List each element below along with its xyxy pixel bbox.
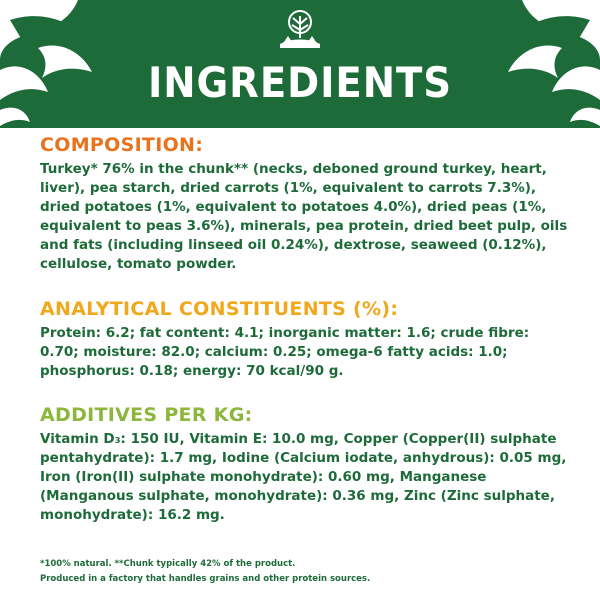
analytical-constituents-text: Protein: 6.2; fat content: 4.1; inorganic matter: 1.6; crude fibre: 0.70; moisture: 82.0; calcium: 0.25; omega-6 fatty acids: 1.0; phosphorus: 0.18; energy: 70 kcal/90 g. [40, 325, 530, 379]
footnote-factory: Produced in a factory that handles grains and other protein sources. [40, 574, 371, 584]
composition-section [40, 132, 570, 274]
analytical-constituents-heading: ANALYTICAL CONSTITUENTS (%): [40, 298, 399, 320]
additives-heading: ADDITIVES PER KG: [40, 404, 253, 426]
footnotes [40, 557, 570, 587]
footnote-natural: *100% natural. **Chunk typically 42% of the product. [40, 559, 296, 569]
composition-heading: COMPOSITION: [40, 134, 204, 156]
tree-with-animals-logo-icon [276, 8, 324, 54]
additives-text: Vitamin D₃: 150 IU, Vitamin E: 10.0 mg, Copper (Copper(II) sulphate pentahydrate): 1.7 mg, Iodine (Calcium iodate, anhydrous): 0.05 mg, Iron (Iron(II) sulphate monohydrate): 0.60 mg, Manganese (Manganous sulphate, monohydrate): 0.36 mg, Zinc (Zinc sulphate, monohydrate): 16.2 mg. [40, 431, 567, 523]
header-banner [0, 0, 600, 128]
page-title: INGREDIENTS [147, 58, 453, 107]
composition-text: Turkey* 76% in the chunk** (necks, deboned ground turkey, heart, liver), pea starch, dried carrots (1%, equivalent to carrots 7.3%), dried potatoes (1%, equivalent to potatoes 4.0%), dried peas (1%, equivalent to peas 3.6%), minerals, pea protein, dried beet pulp, oils and fats (including linseed oil 0.24%), dextrose, seaweed (0.12%), cellulose, tomato powder. [40, 161, 568, 272]
additives-section [40, 402, 570, 525]
analytical-constituents-section [40, 296, 570, 381]
